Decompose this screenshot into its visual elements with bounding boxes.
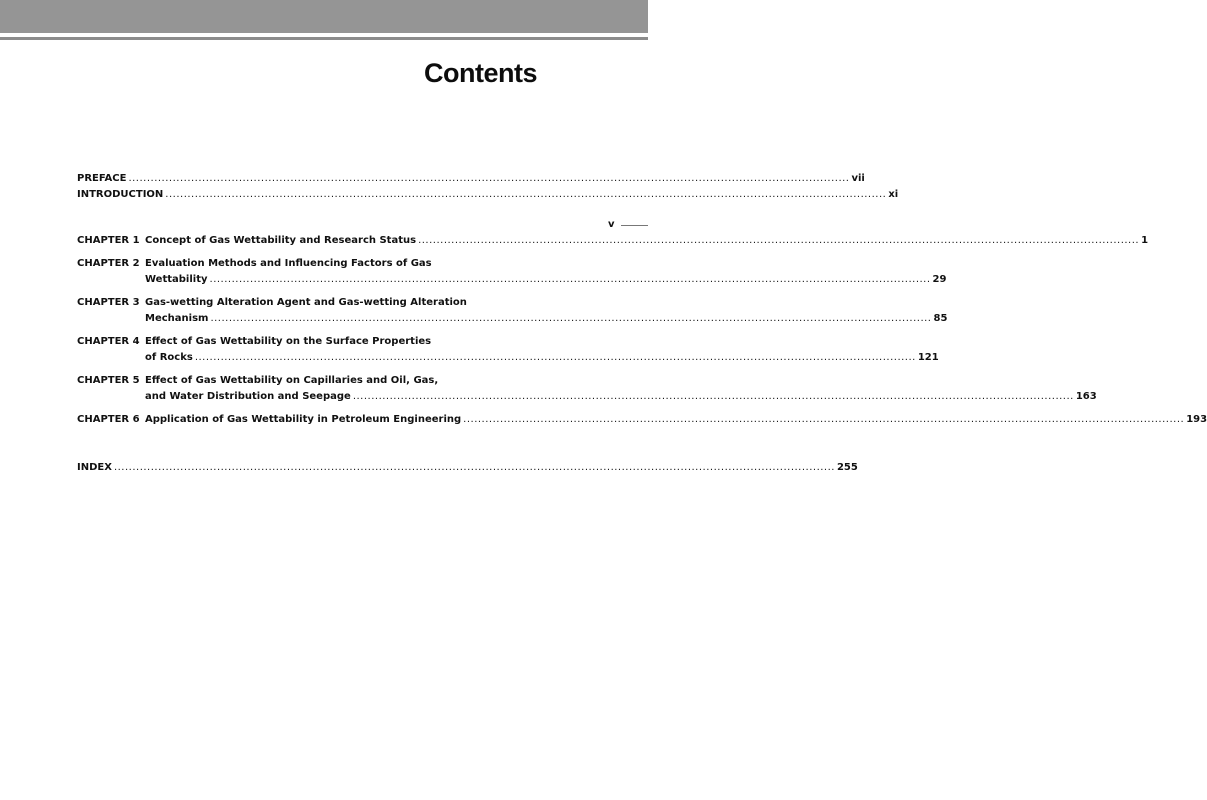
toc-entry-preface[interactable] (77, 173, 865, 189)
chapter-number: CHAPTER 2 (77, 258, 140, 269)
chapter-number: CHAPTER 4 (77, 336, 140, 347)
toc-entry-introduction[interactable] (77, 189, 899, 205)
toc-back-matter (77, 462, 858, 478)
chapter-page: 29 (932, 274, 947, 285)
chapter-page: 193 (1186, 414, 1207, 425)
toc-entry-label: PREFACE (77, 173, 127, 184)
dot-leader (353, 391, 1074, 402)
header-rule (0, 37, 648, 40)
chapter-page: 121 (917, 352, 939, 363)
header-band (0, 0, 648, 33)
dot-leader (128, 173, 849, 184)
toc-entry-page: vii (851, 173, 865, 184)
dot-leader (210, 274, 931, 285)
chapter-title-last: Mechanism (145, 313, 209, 324)
dot-leader (463, 414, 1184, 425)
toc-chapter-3[interactable] (77, 297, 948, 329)
dot-leader (165, 189, 886, 200)
chapter-number: CHAPTER 5 (77, 375, 140, 386)
chapter-page: 163 (1075, 391, 1097, 402)
toc-entry-label: INDEX (77, 462, 112, 473)
toc-chapters (77, 235, 1207, 437)
page-title: Contents (424, 58, 537, 88)
toc-front-matter (77, 173, 899, 205)
dot-leader (418, 235, 1139, 246)
dot-leader (195, 352, 916, 363)
toc-chapter-5[interactable] (77, 375, 1097, 407)
toc-entry-index[interactable] (77, 462, 858, 478)
chapter-title-line: Evaluation Methods and Influencing Factors of Gas (145, 258, 432, 269)
chapter-title: Application of Gas Wettability in Petroleum Engineering (145, 414, 462, 425)
toc-entry-page: 255 (836, 462, 858, 473)
dot-leader (210, 313, 931, 324)
dot-leader (114, 462, 835, 473)
chapter-page: 1 (1141, 235, 1149, 246)
chapter-title-last: and Water Distribution and Seepage (145, 391, 351, 402)
chapter-title-line: Effect of Gas Wettability on the Surface Properties (145, 336, 432, 347)
toc-entry-page: xi (888, 189, 899, 200)
toc-chapter-1[interactable] (77, 235, 1149, 251)
chapter-title-line: Gas-wetting Alteration Agent and Gas-wetting Alteration (145, 297, 467, 308)
chapter-title-line: Effect of Gas Wettability on Capillaries and Oil, Gas, (145, 375, 439, 386)
toc-entry-label: INTRODUCTION (77, 189, 164, 200)
chapter-number: CHAPTER 3 (77, 297, 140, 308)
folio-rule (621, 225, 648, 226)
chapter-title: Concept of Gas Wettability and Research Status (145, 235, 417, 246)
toc-chapter-2[interactable] (77, 258, 947, 290)
page-folio: v (608, 219, 615, 230)
chapter-title-last: Wettability (145, 274, 208, 285)
chapter-number: CHAPTER 1 (77, 235, 140, 246)
chapter-page: 85 (933, 313, 948, 324)
toc-chapter-6[interactable] (77, 414, 1207, 430)
toc-chapter-4[interactable] (77, 336, 939, 368)
chapter-number: CHAPTER 6 (77, 414, 140, 425)
chapter-title-last: of Rocks (145, 352, 193, 363)
